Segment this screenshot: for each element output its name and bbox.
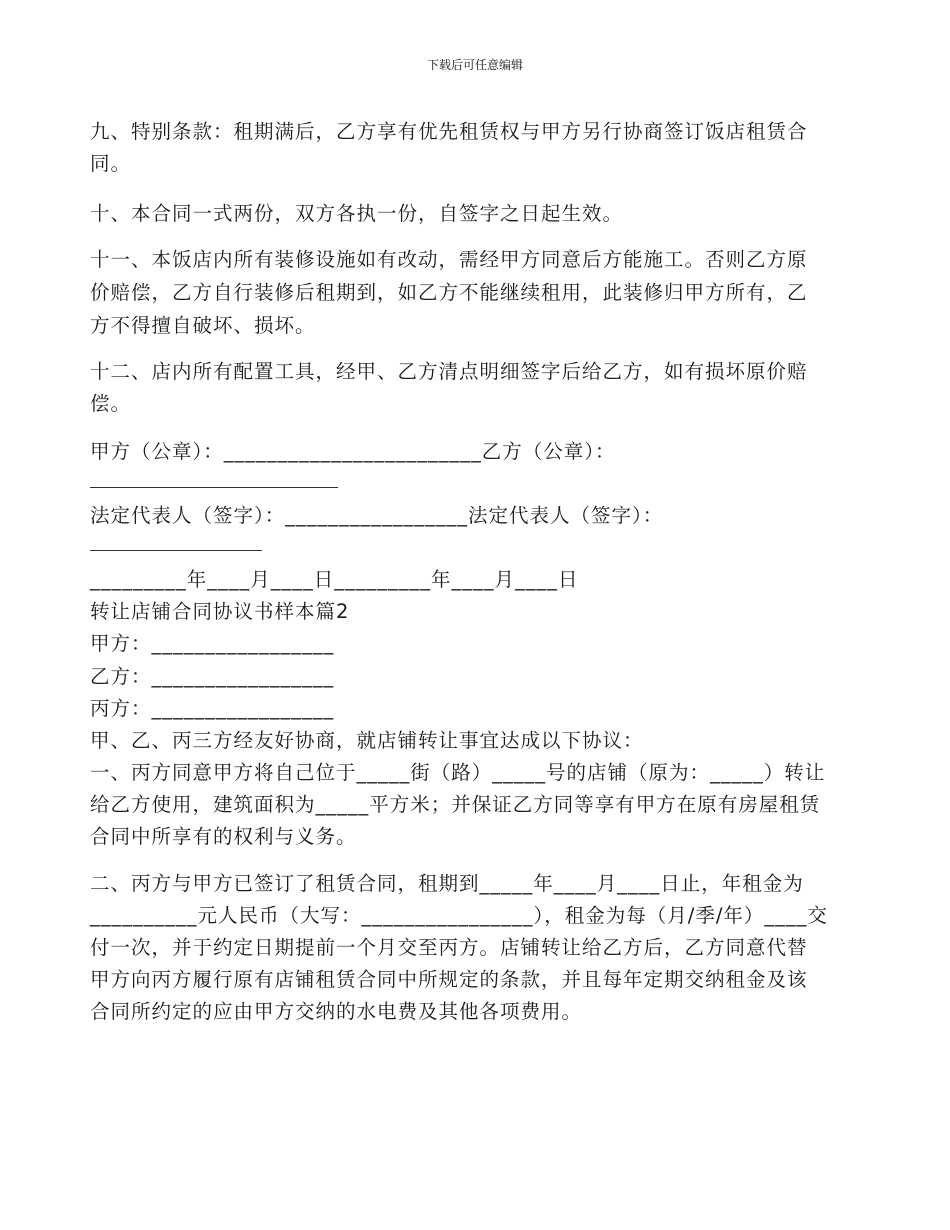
- clause-1-line-2: 给乙方使用，建筑面积为_____平方米；并保证乙方同等享有甲方在原有房屋租赁: [90, 793, 821, 816]
- clause-1-line-1: 一、丙方同意甲方将自己位于_____街（路）_____号的店铺（原为：_____）转让: [90, 761, 826, 784]
- seal-blank-rule: [90, 487, 338, 488]
- party-a-line: 甲方：_________________: [90, 632, 335, 655]
- clause-11-line-1: 十一、本饭店内所有装修设施如有改动，需经甲方同意后方能施工。否则乙方原: [90, 248, 808, 271]
- clause-2-line-3: 付一次，并于约定日期提前一个月交至丙方。店铺转让给乙方后，乙方同意代替: [90, 936, 808, 959]
- party-b-line: 乙方：_________________: [90, 665, 335, 688]
- clause-2-line-5: 合同所约定的应由甲方交纳的水电费及其他各项费用。: [90, 1000, 583, 1023]
- clause-2-line-4: 甲方向丙方履行原有店铺租赁合同中所规定的条款，并且每年定期交纳租金及该: [90, 968, 808, 991]
- legal-rep-sign-line: 法定代表人（签字）：_________________法定代表人（签字）：: [90, 504, 664, 527]
- date-line: _________年____月____日_________年____月____日: [90, 568, 579, 591]
- clause-10: 十、本合同一式两份，双方各执一份，自签字之日起生效。: [90, 202, 624, 225]
- sign-blank-rule: [90, 550, 262, 551]
- page-header: 下载后可任意编辑: [426, 58, 523, 72]
- clause-12-line-2: 偿。: [90, 392, 132, 415]
- clause-11-line-3: 方不得擅自破坏、损坏。: [90, 314, 316, 337]
- agreement-intro: 甲、乙、丙三方经友好协商，就店铺转让事宜达成以下协议：: [90, 729, 644, 752]
- party-c-line: 丙方：_________________: [90, 697, 335, 720]
- clause-2-line-2: __________元人民币（大写：________________），租金为每（月/季/年）____交: [90, 904, 828, 927]
- clause-12-line-1: 十二、店内所有配置工具，经甲、乙方清点明细签字后给乙方，如有损坏原价赔: [90, 360, 808, 383]
- clause-11-line-2: 价赔偿，乙方自行装修后租期到，如乙方不能继续租用，此装修归甲方所有，乙: [90, 281, 808, 304]
- clause-9-line-2: 同。: [90, 152, 132, 175]
- clause-2-line-1: 二、丙方与甲方已签订了租赁合同，租期到_____年____月____日止，年租金为: [90, 872, 804, 895]
- clause-1-line-3: 合同中所享有的权利与义务。: [90, 825, 357, 848]
- clause-9-line-1: 九、特别条款：租期满后，乙方享有优先租赁权与甲方另行协商签订饭店租赁合: [90, 120, 808, 143]
- sample-title: 转让店铺合同协议书样本篇2: [90, 600, 350, 623]
- party-a-b-seal-line: 甲方（公章）：________________________乙方（公章）：: [90, 440, 616, 463]
